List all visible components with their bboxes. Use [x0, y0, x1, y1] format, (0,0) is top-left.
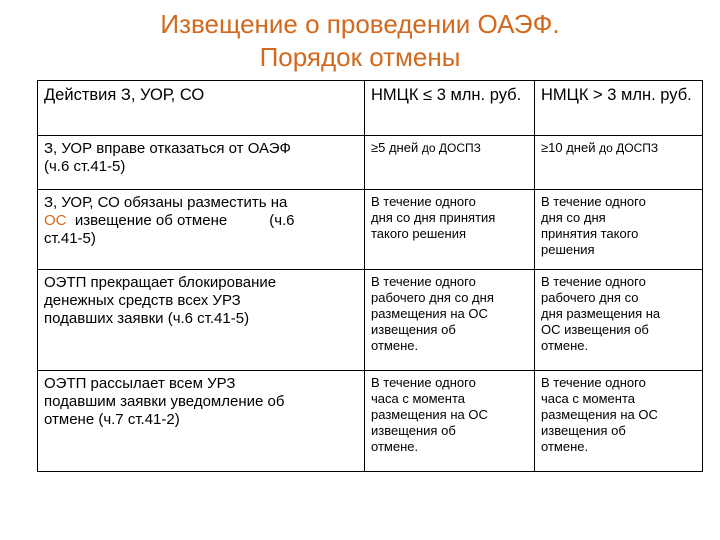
title-line-2: Порядок отмены: [259, 42, 461, 72]
table-row: [38, 371, 703, 472]
deadline-gt3-cell: В течение одного дня со дня принятия такого решения: [535, 190, 703, 270]
table-row: [38, 190, 703, 270]
os-abbreviation: ОС: [44, 212, 67, 229]
deadline-le3-cell: ≥5 дней до ДОСПЗ: [365, 136, 535, 190]
deadline-gt3-cell: В течение одного часа с момента размещения на ОС извещения об отмене.: [535, 371, 703, 472]
deadline-gt3-cell: ≥10 дней до ДОСПЗ: [535, 136, 703, 190]
title-line-1: Извещение о проведении ОАЭФ.: [160, 9, 560, 39]
action-cell: ОЭТП рассылает всем УРЗ подавшим заявки уведомление об отмене (ч.7 ст.41-2): [38, 371, 365, 472]
table-header-row: [38, 81, 703, 136]
deadline-le3-cell: В течение одного часа с момента размещения на ОС извещения об отмене.: [365, 371, 535, 472]
deadline-le3-cell: В течение одного дня со дня принятия такого решения: [365, 190, 535, 270]
header-nmck-gt3: НМЦК > 3 млн. руб.: [535, 81, 703, 136]
table-row: [38, 270, 703, 371]
action-cell: ОЭТП прекращает блокирование денежных средств всех УРЗ подавших заявки (ч.6 ст.41-5): [38, 270, 365, 371]
header-nmck-le3: НМЦК ≤ 3 млн. руб.: [365, 81, 535, 136]
action-cell: З, УОР вправе отказаться от ОАЭФ (ч.6 ст.41-5): [38, 136, 365, 190]
action-cell: З, УОР, СО обязаны разместить на ОС извещение об отмене (ч.6 ст.41-5): [38, 190, 365, 270]
page-title: [0, 8, 720, 74]
cancellation-table: [37, 80, 703, 472]
table-row: [38, 136, 703, 190]
deadline-le3-cell: В течение одного рабочего дня со дня размещения на ОС извещения об отмене.: [365, 270, 535, 371]
header-actions: Действия З, УОР, СО: [38, 81, 365, 136]
deadline-gt3-cell: В течение одного рабочего дня со дня размещения на ОС извещения об отмене.: [535, 270, 703, 371]
